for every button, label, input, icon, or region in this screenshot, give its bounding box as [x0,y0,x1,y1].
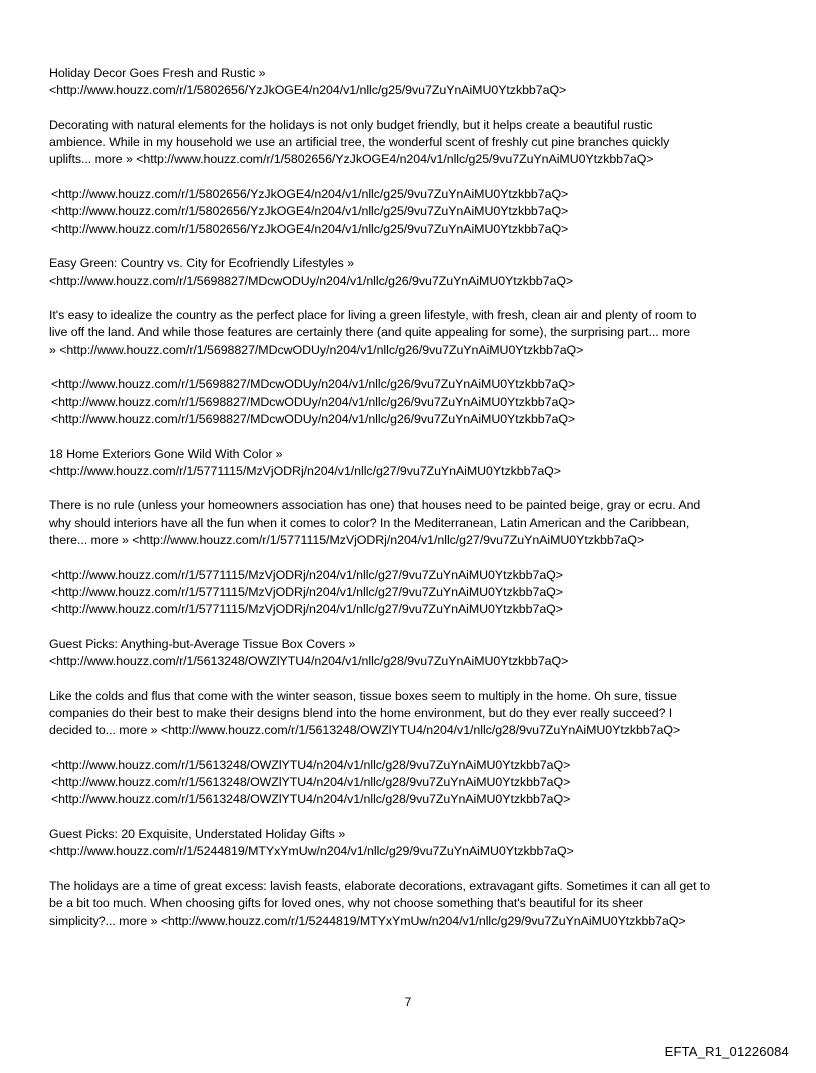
article-title-block [49,65,769,100]
article-title-block [49,826,769,861]
article-title-block [49,636,769,671]
image-links [49,186,769,238]
summary-line[interactable]: » <http://www.houzz.com/r/1/5698827/MDcwODUy/n204/v1/nllc/g26/9vu7ZuYnAiMU0Ytzkbb7aQ> [49,342,584,357]
article-link[interactable]: <http://www.houzz.com/r/1/5771115/MzVjODRj/n204/v1/nllc/g27/9vu7ZuYnAiMU0Ytzkbb7aQ> [49,463,561,478]
summary-line: live off the land. And while those features are certainly there (and quite appealing for some), the surprising part... more [49,325,691,340]
image-link[interactable]: <http://www.houzz.com/r/1/5771115/MzVjODRj/n204/v1/nllc/g27/9vu7ZuYnAiMU0Ytzkbb7aQ> [51,602,563,617]
image-links [49,376,769,428]
summary-line: There is no rule (unless your homeowners association has one) that houses need to be painted beige, gray or ecru. And [49,498,701,513]
document-body [49,65,769,947]
image-link[interactable]: <http://www.houzz.com/r/1/5698827/MDcwODUy/n204/v1/nllc/g26/9vu7ZuYnAiMU0Ytzkbb7aQ> [51,377,576,392]
image-link[interactable]: <http://www.houzz.com/r/1/5613248/OWZlYTU4/n204/v1/nllc/g28/9vu7ZuYnAiMU0Ytzkbb7aQ> [51,757,571,772]
article-link[interactable]: <http://www.houzz.com/r/1/5698827/MDcwODUy/n204/v1/nllc/g26/9vu7ZuYnAiMU0Ytzkbb7aQ> [49,273,574,288]
article-title-block [49,446,769,481]
image-link[interactable]: <http://www.houzz.com/r/1/5802656/YzJkOGE4/n204/v1/nllc/g25/9vu7ZuYnAiMU0Ytzkbb7aQ> [51,187,569,202]
article-title: Guest Picks: 20 Exquisite, Understated Holiday Gifts » [49,827,346,842]
article-title: Easy Green: Country vs. City for Ecofriendly Lifestyles » [49,256,354,271]
article-link[interactable]: <http://www.houzz.com/r/1/5613248/OWZlYTU4/n204/v1/nllc/g28/9vu7ZuYnAiMU0Ytzkbb7aQ> [49,654,569,669]
summary-line[interactable]: there... more » <http://www.houzz.com/r/1/5771115/MzVjODRj/n204/v1/nllc/g27/9vu7ZuYnAiMU0Ytzkbb7aQ> [49,533,645,548]
image-link[interactable]: <http://www.houzz.com/r/1/5802656/YzJkOGE4/n204/v1/nllc/g25/9vu7ZuYnAiMU0Ytzkbb7aQ> [51,221,569,236]
summary-line: ambience. While in my household we use an artificial tree, the wonderful scent of freshly cut pine branches quickly [49,135,670,150]
image-links [49,567,769,619]
summary-line: It's easy to idealize the country as the perfect place for living a green lifestyle, with fresh, clean air and plenty of room to [49,308,697,323]
summary-line[interactable]: decided to... more » <http://www.houzz.com/r/1/5613248/OWZlYTU4/n204/v1/nllc/g28/9vu7ZuYnAiMU0Ytzkbb7aQ> [49,723,681,738]
article-summary [49,497,769,549]
summary-line: Like the colds and flus that come with the winter season, tissue boxes seem to multiply in the home. Oh sure, tissue [49,688,677,703]
article-link[interactable]: <http://www.houzz.com/r/1/5802656/YzJkOGE4/n204/v1/nllc/g25/9vu7ZuYnAiMU0Ytzkbb7aQ> [49,83,567,98]
bates-number: EFTA_R1_01226084 [664,1044,789,1059]
article-title: Guest Picks: Anything-but-Average Tissue Box Covers » [49,636,356,651]
image-links [49,757,769,809]
article-summary [49,688,769,740]
summary-line: why should interiors have all the fun when it comes to color? In the Mediterranean, Latin American and the Caribbean, [49,515,690,530]
summary-line[interactable]: simplicity?... more » <http://www.houzz.com/r/1/5244819/MTYxYmUw/n204/v1/nllc/g29/9vu7ZuYnAiMU0Ytzkbb7aQ> [49,913,686,928]
summary-line: Decorating with natural elements for the holidays is not only budget friendly, but it helps create a beautiful rustic [49,117,653,132]
article-summary [49,878,769,930]
summary-line[interactable]: uplifts... more » <http://www.houzz.com/r/1/5802656/YzJkOGE4/n204/v1/nllc/g25/9vu7ZuYnAiMU0Ytzkbb7aQ> [49,152,654,167]
article-title: Holiday Decor Goes Fresh and Rustic » [49,66,266,80]
image-link[interactable]: <http://www.houzz.com/r/1/5771115/MzVjODRj/n204/v1/nllc/g27/9vu7ZuYnAiMU0Ytzkbb7aQ> [51,567,563,582]
image-link[interactable]: <http://www.houzz.com/r/1/5802656/YzJkOGE4/n204/v1/nllc/g25/9vu7ZuYnAiMU0Ytzkbb7aQ> [51,204,569,219]
image-link[interactable]: <http://www.houzz.com/r/1/5613248/OWZlYTU4/n204/v1/nllc/g28/9vu7ZuYnAiMU0Ytzkbb7aQ> [51,775,571,790]
summary-line: The holidays are a time of great excess: lavish feasts, elaborate decorations, extravagant gifts. Sometimes it can all get to [49,878,711,893]
image-link[interactable]: <http://www.houzz.com/r/1/5698827/MDcwODUy/n204/v1/nllc/g26/9vu7ZuYnAiMU0Ytzkbb7aQ> [51,394,576,409]
page-number: 7 [404,995,412,1009]
summary-line: companies do their best to make their designs blend into the home environment, but do they ever really succeed? I [49,705,673,720]
article-title-block [49,255,769,290]
image-link[interactable]: <http://www.houzz.com/r/1/5613248/OWZlYTU4/n204/v1/nllc/g28/9vu7ZuYnAiMU0Ytzkbb7aQ> [51,792,571,807]
image-link[interactable]: <http://www.houzz.com/r/1/5698827/MDcwODUy/n204/v1/nllc/g26/9vu7ZuYnAiMU0Ytzkbb7aQ> [51,411,576,426]
image-link[interactable]: <http://www.houzz.com/r/1/5771115/MzVjODRj/n204/v1/nllc/g27/9vu7ZuYnAiMU0Ytzkbb7aQ> [51,584,563,599]
article-link[interactable]: <http://www.houzz.com/r/1/5244819/MTYxYmUw/n204/v1/nllc/g29/9vu7ZuYnAiMU0Ytzkbb7aQ> [49,844,574,859]
article-summary [49,117,769,169]
summary-line: be a bit too much. When choosing gifts for loved ones, why not choose something that's beautiful for its sheer [49,896,644,911]
article-title: 18 Home Exteriors Gone Wild With Color » [49,446,283,461]
article-summary [49,307,769,359]
